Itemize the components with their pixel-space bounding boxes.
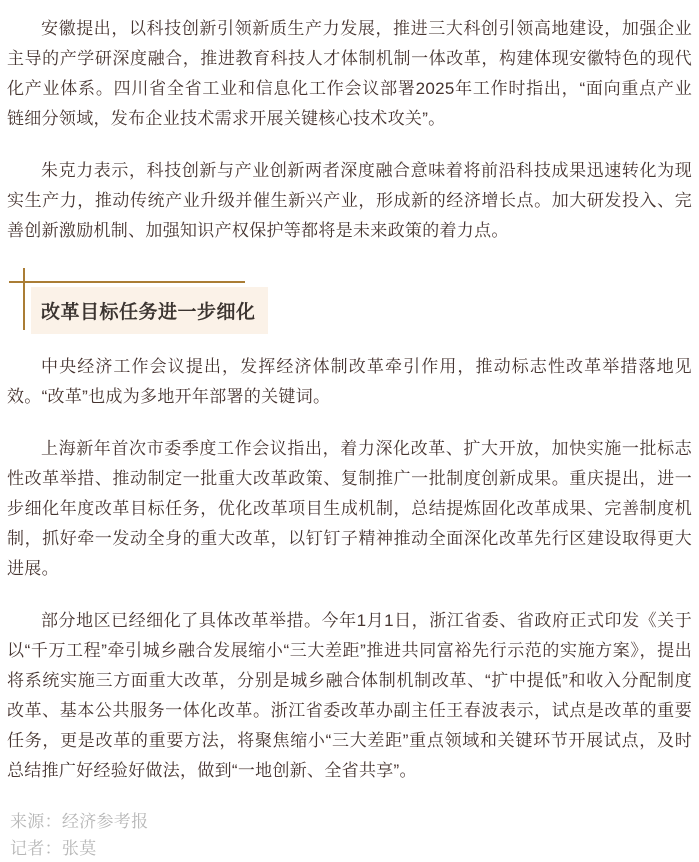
heading-horizontal-rule [9, 281, 245, 283]
article-paragraph: 上海新年首次市委季度工作会议指出，着力深化改革、扩大开放，加快实施一批标志性改革举措、推动制定一批重大改革政策、复制推广一批制度创新成果。重庆提出，进一步细化年度改革目标任务，优化改革项目生成机制，总结提炼固化改革成果、完善制度机制，抓好牵一发动全身的重大改革，以钉钉子精神推动全面深化改革先行区建设取得更大进展。 [7, 439, 692, 578]
article-paragraph: 部分地区已经细化了具体改革举措。今年1月1日，浙江省委、省政府正式印发《关于以“千万工程”牵引城乡融合发展缩小“三大差距”推进共同富裕先行示范的实施方案》，提出将系统实施三方面重大改革，分别是城乡融合体制机制改革、“扩中提低”和收入分配制度改革、基本公共服务一体化改革。浙江省委改革办副主任王春波表示，试点是改革的重要任务，更是改革的重要方法，将聚焦缩小“三大差距”重点领域和关键环节开展试点，及时总结推广好经验好做法，做到“一地创新、全省共享”。 [7, 611, 692, 780]
article-footer [7, 808, 692, 862]
reporter-line: 记者：张莫 [10, 839, 97, 858]
section-heading-block [7, 268, 692, 330]
heading-vertical-rule [23, 268, 25, 330]
article-paragraph: 中央经济工作会议提出，发挥经济体制改革牵引作用，推动标志性改革举措落地见效。“改革”也成为多地开年部署的关键词。 [7, 357, 692, 406]
source-line: 来源：经济参考报 [10, 812, 149, 831]
article-paragraph: 安徽提出，以科技创新引领新质生产力发展，推进三大科创引领高地建设，加强企业主导的产学研深度融合，推进教育科技人才体制机制一体改革，构建体现安徽特色的现代化产业体系。四川省全省工业和信息化工作会议部署2025年工作时指出，“面向重点产业链细分领域，发布企业技术需求开展关键核心技术攻关”。 [7, 19, 692, 128]
section-heading-text: 改革目标任务进一步细化 [41, 302, 256, 323]
section-heading-badge [31, 287, 268, 334]
article-paragraph: 朱克力表示，科技创新与产业创新两者深度融合意味着将前沿科技成果迅速转化为现实生产力，推动传统产业升级并催生新兴产业，形成新的经济增长点。加大研发投入、完善创新激励机制、加强知识产权保护等都将是未来政策的着力点。 [7, 161, 692, 240]
